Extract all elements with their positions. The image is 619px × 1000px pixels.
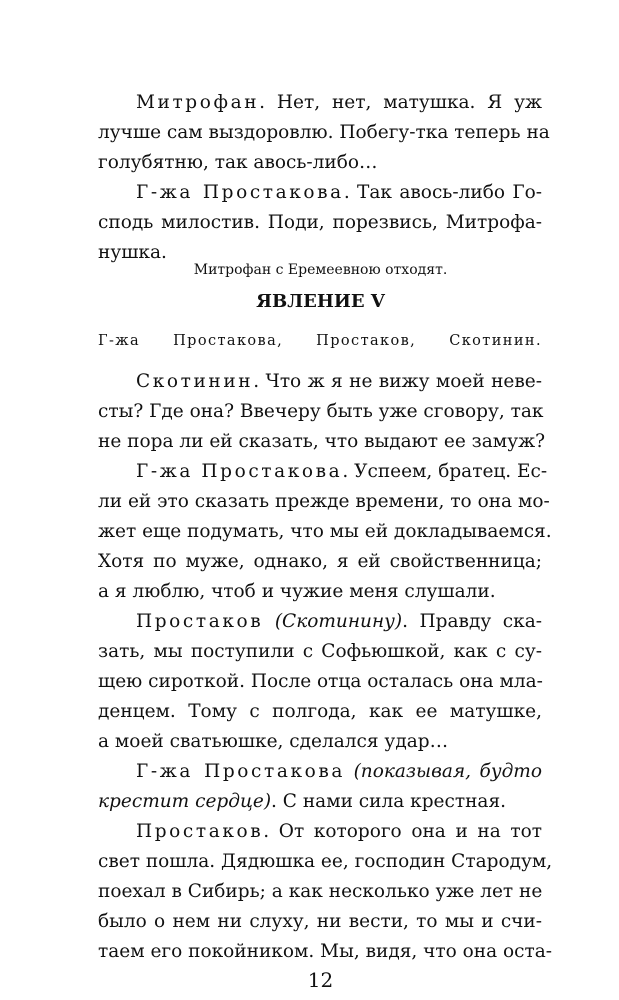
speaker-name: Простаков xyxy=(136,611,264,632)
text-line xyxy=(136,757,542,787)
text-line: нушка. xyxy=(98,242,167,263)
text-line: Простаков (Скотинину). Правду ска- xyxy=(136,611,542,632)
text-line: не пора ли ей сказать, что выдают ее замуж? xyxy=(98,431,546,452)
text-line: а я люблю, чтоб и чужие меня слушали. xyxy=(98,581,496,602)
text-line: щею сироткой. После отца осталась она мла- xyxy=(98,671,543,692)
text-line: крестит сердце). С нами сила крестная. xyxy=(98,791,507,812)
speaker-name: Г-жа Простакова xyxy=(136,761,345,782)
text-line: таем его покойником. Мы, видя, что она оста- xyxy=(98,941,553,962)
text-line: Г-жа Простакова. Успеем, братец. Ес- xyxy=(136,461,548,482)
text-line: Хотя по муже, однако, я ей свойственница; xyxy=(98,551,542,572)
cast-line: Г-жа Простакова, Простаков, Скотинин. xyxy=(98,333,542,349)
stage-remark: (показывая, будто xyxy=(353,761,542,782)
page-number: 12 xyxy=(307,968,334,992)
text-line: Простаков. От которого она и на тот xyxy=(136,821,542,842)
text-line: сподь милостив. Поди, порезвись, Митрофа- xyxy=(98,212,542,233)
text-line: Митрофан. Нет, нет, матушка. Я уж xyxy=(136,92,542,113)
text-line: Скотинин. Что ж я не вижу моей неве- xyxy=(136,371,542,392)
speaker-name: Простаков xyxy=(136,821,264,842)
text-line: лучше сам выздоровлю. Побегу-тка теперь на xyxy=(98,122,550,143)
text-line: жет еще подумать, что мы ей докладываемся. xyxy=(98,521,552,542)
text-line: свет пошла. Дядюшка ее, господин Стародум, xyxy=(98,851,553,872)
scene-heading: ЯВЛЕНИЕ V xyxy=(256,291,385,312)
text-line: поехал в Сибирь; а как несколько уже лет не xyxy=(98,881,543,902)
text-line: было о нем ни слуху, ни вести, то мы и счи- xyxy=(98,911,542,932)
text-line: зать, мы поступили с Софьюшкой, как с су- xyxy=(98,641,542,662)
speaker-name: Скотинин xyxy=(136,371,254,392)
speaker-name: Г-жа Простакова xyxy=(136,461,343,482)
text-line: денцем. Тому с полгода, как ее матушке, xyxy=(98,701,542,722)
speaker-name: Г-жа Простакова xyxy=(136,182,344,203)
speaker-name: Митрофан xyxy=(136,92,260,113)
text-line: голубятню, так авось-либо… xyxy=(98,152,378,173)
text-line: ли ей это сказать прежде времени, то она мо- xyxy=(98,491,550,512)
text-line: сты? Где она? Ввечеру быть уже сговору, так xyxy=(98,401,544,422)
stage-remark: крестит сердце) xyxy=(98,791,272,812)
text-line: а моей сватьюшке, сделался удар… xyxy=(98,731,449,752)
stage-direction: Митрофан с Еремеевною отходят. xyxy=(193,262,448,278)
text-line: Г-жа Простакова. Так авось-либо Го- xyxy=(136,182,542,203)
stage-remark: (Скотинину) xyxy=(274,611,403,632)
